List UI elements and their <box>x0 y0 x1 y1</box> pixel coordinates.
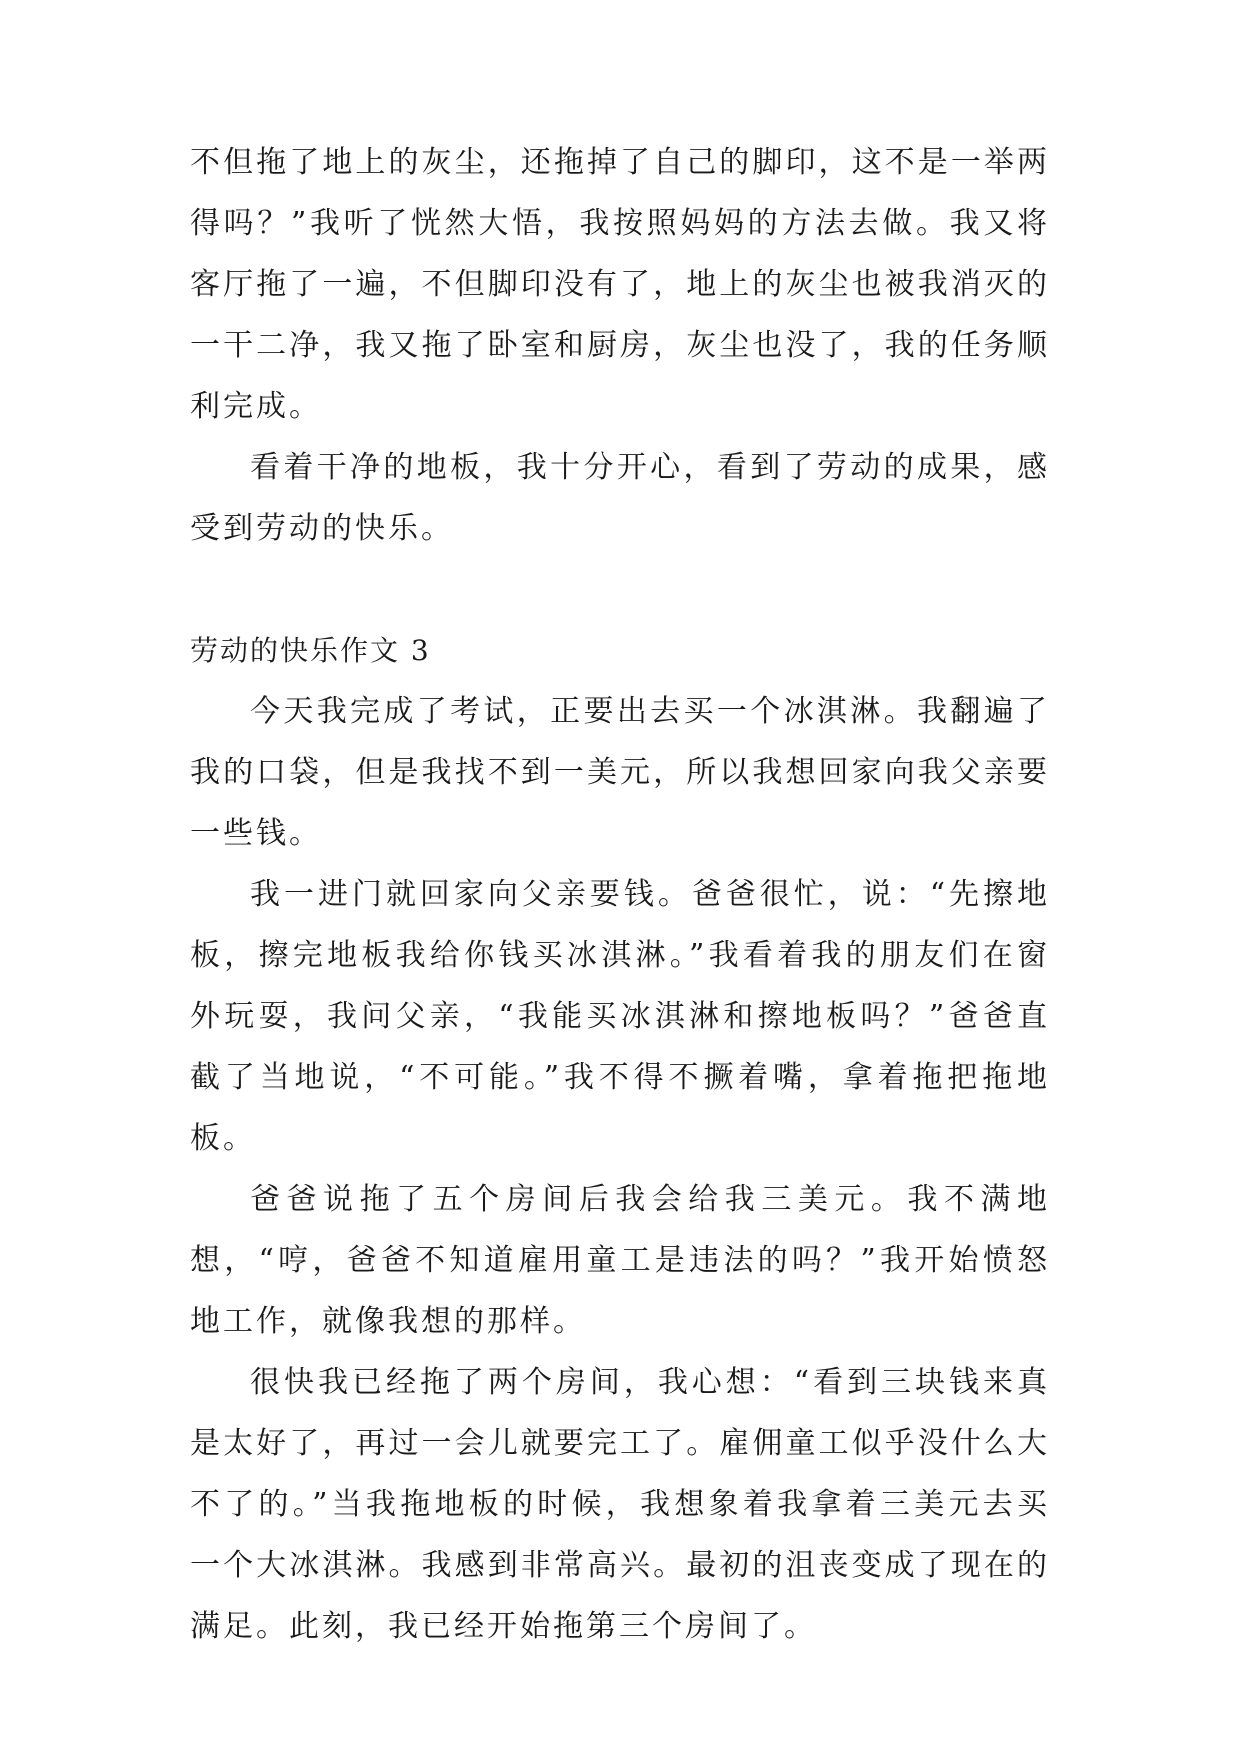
paragraph: 爸爸说拖了五个房间后我会给我三美元。我不满地想，“哼，爸爸不知道雇用童工是违法的吗？”我开始愤怒地工作，就像我想的那样。 <box>190 1182 1050 1339</box>
paragraph-continued: 不但拖了地上的灰尘，还拖掉了自己的脚印，这不是一举两得吗？”我听了恍然大悟，我按照妈妈的方法去做。我又将客厅拖了一遍，不但脚印没有了，地上的灰尘也被我消灭的一干二净，我又拖了卧室和厨房，灰尘也没了，我的任务顺利完成。 <box>190 145 1050 424</box>
section-title: 劳动的快乐作文 3 <box>190 634 431 667</box>
paragraph: 很快我已经拖了两个房间，我心想：“看到三块钱来真是太好了，再过一会儿就要完工了。雇佣童工似乎没什么大不了的。”当我拖地板的时候，我想象着我拿着三美元去买一个大冰淇淋。我感到非常高兴。最初的沮丧变成了现在的满足。此刻，我已经开始拖第三个房间了。 <box>190 1365 1050 1644</box>
paragraph: 今天我完成了考试，正要出去买一个冰淇淋。我翻遍了我的口袋，但是我找不到一美元，所以我想回家向我父亲要一些钱。 <box>190 694 1050 851</box>
paragraph: 看着干净的地板，我十分开心，看到了劳动的成果，感受到劳动的快乐。 <box>190 450 1050 546</box>
paragraph: 我一进门就回家向父亲要钱。爸爸很忙，说：“先擦地板，擦完地板我给你钱买冰淇淋。”我看着我的朋友们在窗外玩耍，我问父亲，“我能买冰淇淋和擦地板吗？”爸爸直截了当地说，“不可能。”我不得不撅着嘴，拿着拖把拖地板。 <box>190 877 1050 1156</box>
document-body <box>190 132 1050 1657</box>
